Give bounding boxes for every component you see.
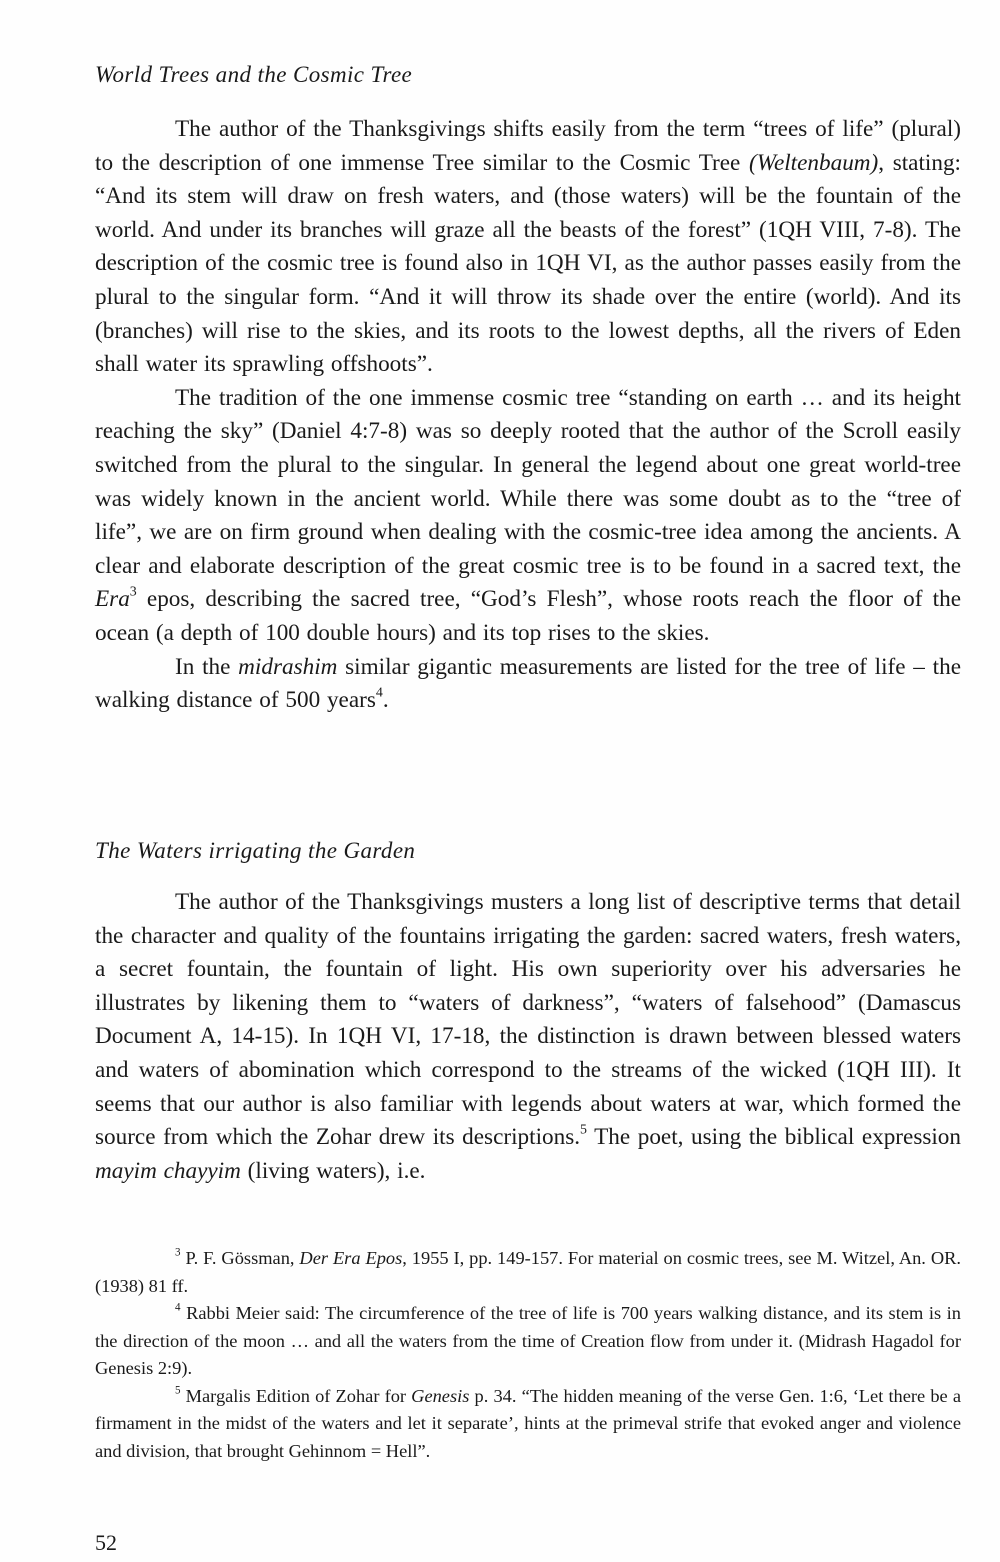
section-body-waters — [95, 886, 961, 1188]
text-run: epos, describing the sacred tree, “God’s Flesh”, whose roots reach the floor of the ocean (a depth of 100 double hours) and its top rises to the skies. — [95, 586, 961, 646]
footnote-number: 3 — [175, 1246, 181, 1259]
section-heading-world-trees: World Trees and the Cosmic Tree — [95, 62, 413, 87]
text-run: (living waters), i.e. — [240, 1157, 426, 1184]
text-run: , stating: “And its stem will draw on fresh waters, and (those waters) will be the fountain of the world. And under its branches will graze all the beasts of the forest” (1QH VIII, 7-8). The description of the cosmic tree is found also in 1QH VI, as the author passes easily from the plural to the singular form. “And it will throw its shade over the entire (world). And its (branches) will rise to the skies, and its roots to the lowest depths, all the rivers of Eden shall water its sprawling offshoots”. — [95, 149, 961, 378]
page-number: 52 — [95, 1530, 117, 1555]
italic-term: (Weltenbaum) — [749, 149, 879, 176]
footnotes — [95, 1245, 961, 1465]
text-run: The poet, using the biblical expression — [586, 1124, 961, 1151]
footnote-ref[interactable]: 3 — [129, 584, 137, 600]
footnote-3 — [95, 1245, 961, 1300]
text-run: Rabbi Meier said: The circumference of the tree of life is 700 years walking distance, and its stem is in the direction of the moon … and all the waters from the time of Creation flow from under it. (Midrash Hagadol for Genesis 2:9). — [95, 1303, 961, 1378]
section-body-world-trees — [95, 113, 961, 718]
text-run: The author of the Thanksgivings shifts easily from the term “trees of life” (plural) to the description of one immense Tree similar to the Cosmic Tree — [95, 116, 961, 176]
text-run: . — [382, 687, 389, 714]
footnote-number: 4 — [175, 1301, 181, 1314]
section-heading-waters: The Waters irrigating the Garden — [95, 838, 416, 863]
text-run: P. F. Gössman, — [180, 1248, 300, 1268]
text-run: similar gigantic measurements are listed for the tree of life – the walking distance of 500 years — [95, 653, 961, 714]
paragraph — [95, 113, 961, 382]
footnote-number: 5 — [175, 1384, 181, 1397]
italic-title: Der Era Epos — [299, 1248, 403, 1268]
paragraph — [95, 886, 961, 1188]
text-run: , 1955 I, pp. 149-157. For material on cosmic trees, see M. Witzel, An. OR. (1938) 81 ff. — [95, 1248, 961, 1296]
text-run: p. 34. “The hidden meaning of the verse Gen. 1:6, ‘Let there be a firmament in the midst of the waters and let it separate’, hints at the primeval strife that evoked anger and violence and division, that brought Gehinnom = Hell”. — [95, 1385, 961, 1461]
text-run: In the — [175, 653, 239, 680]
italic-term: Era — [95, 586, 130, 613]
text-run: The tradition of the one immense cosmic tree “standing on earth … and its height reaching the sky” (Daniel 4:7-8) was so deeply rooted that the author of the Scroll easily switched from the plural to the singular. In general the legend about one great world-tree was widely known in the ancient world. While there was some doubt as to the “tree of life”, we are on firm ground when dealing with the cosmic-tree idea among the ancients. A clear and elaborate description of the great cosmic tree is to be found in a sacred text, the — [95, 384, 961, 579]
paragraph — [95, 651, 961, 718]
italic-title: Genesis — [411, 1385, 470, 1406]
italic-term: mayim chayyim — [95, 1157, 241, 1184]
paragraph — [95, 382, 961, 651]
footnote-5 — [95, 1383, 961, 1466]
text-run: The author of the Thanksgivings musters a long list of descriptive terms that detail the character and quality of the fountains irrigating the garden: sacred waters, fresh waters, a secret fountain, the fountain of light. His own superiority over his adversaries he illustrates by likening them to “waters of darkness”, “waters of falsehood” (Damascus Document A, 14-15). In 1QH VI, 17-18, the distinction is drawn between blessed waters and waters of abomination which correspond to the streams of the wicked (1QH III). It seems that our author is also familiar with legends about waters at war, which formed the source from which the Zohar drew its descriptions. — [95, 889, 961, 1151]
footnote-ref[interactable]: 5 — [580, 1122, 587, 1138]
footnote-ref[interactable]: 4 — [375, 685, 383, 701]
footnote-4 — [95, 1300, 961, 1383]
italic-term: midrashim — [238, 653, 338, 680]
text-run: Margalis Edition of Zohar for — [180, 1385, 412, 1406]
